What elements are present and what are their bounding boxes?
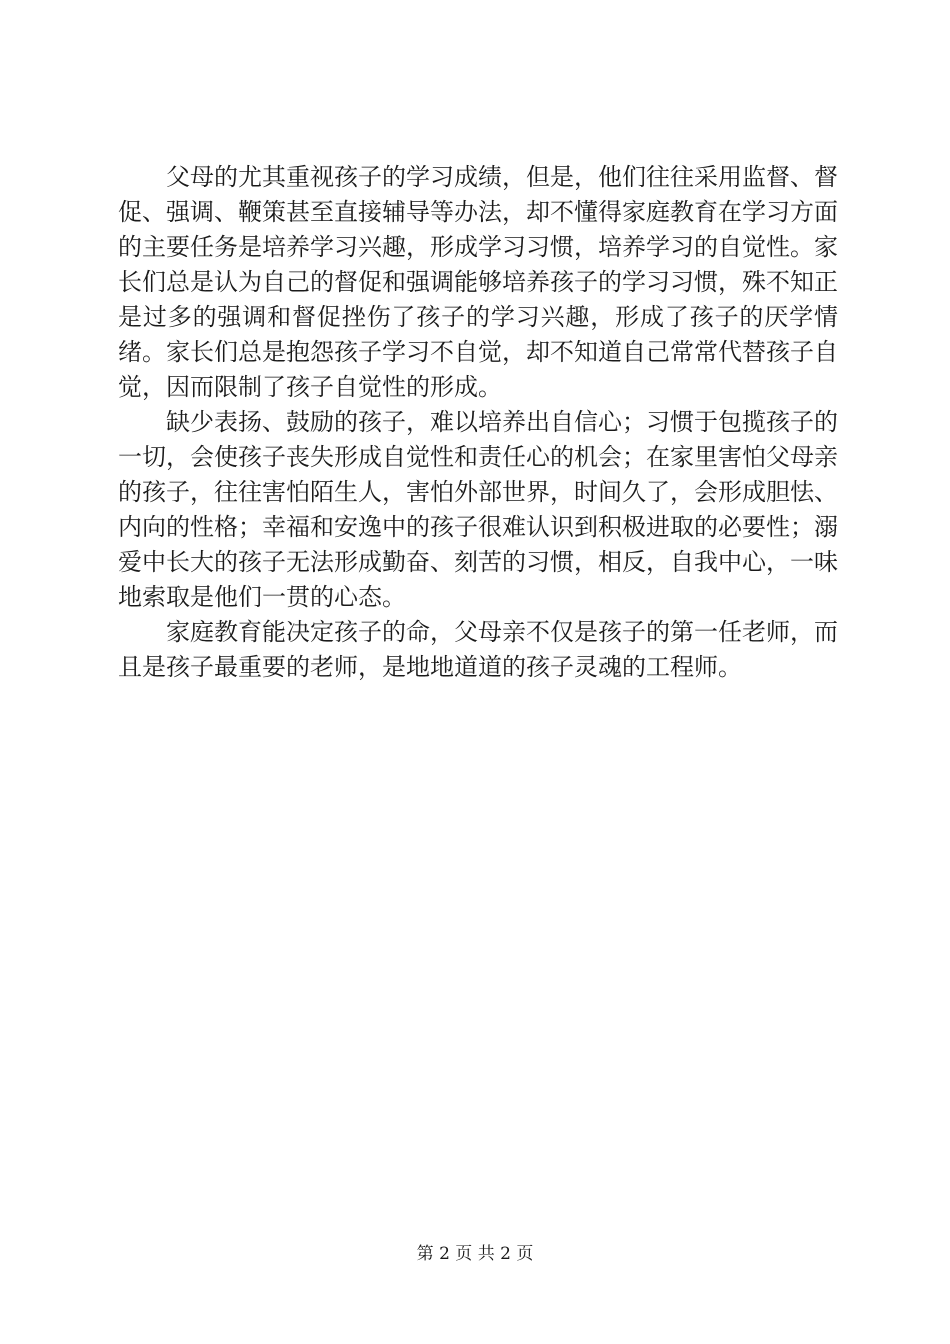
paragraph-3: 家庭教育能决定孩子的命，父母亲不仅是孩子的第一任老师，而且是孩子最重要的老师，是地地道道的孩子灵魂的工程师。	[118, 618, 838, 681]
document-body	[118, 160, 838, 685]
paragraph-1: 父母的尤其重视孩子的学习成绩，但是，他们往往采用监督、督促、强调、鞭策甚至直接辅导等办法，却不懂得家庭教育在学习方面的主要任务是培养学习兴趣，形成学习习惯，培养学习的自觉性。家长们总是认为自己的督促和强调能够培养孩子的学习习惯，殊不知正是过多的强调和督促挫伤了孩子的学习兴趣，形成了孩子的厌学情绪。家长们总是抱怨孩子学习不自觉，却不知道自己常常代替孩子自觉，因而限制了孩子自觉性的形成。	[118, 163, 838, 401]
paragraph-2: 缺少表扬、鼓励的孩子，难以培养出自信心；习惯于包揽孩子的一切，会使孩子丧失形成自觉性和责任心的机会；在家里害怕父母亲的孩子，往往害怕陌生人，害怕外部世界，时间久了，会形成胆怯、内向的性格；幸福和安逸中的孩子很难认识到积极进取的必要性；溺爱中长大的孩子无法形成勤奋、刻苦的习惯，相反，自我中心，一味地索取是他们一贯的心态。	[118, 408, 838, 611]
page-number-footer: 第 2 页 共 2 页	[416, 1244, 534, 1264]
